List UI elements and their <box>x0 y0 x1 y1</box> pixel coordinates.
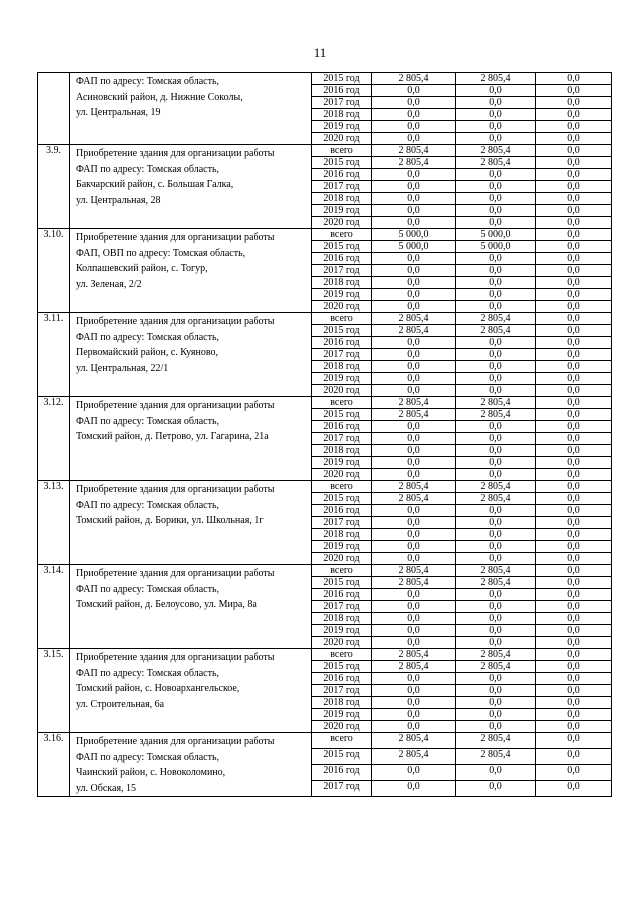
description-line: ул. Зеленая, 2/2 <box>76 278 142 290</box>
period-cell: 2018 год <box>312 277 372 289</box>
table-row <box>38 229 612 241</box>
period-cell: 2019 год <box>312 625 372 637</box>
other-value-cell: 0,0 <box>536 481 612 493</box>
regional-value-cell: 0,0 <box>456 721 536 733</box>
total-value-cell: 0,0 <box>372 625 456 637</box>
item-number: 3.13. <box>38 481 70 565</box>
other-value-cell: 0,0 <box>536 625 612 637</box>
regional-value-cell: 0,0 <box>456 373 536 385</box>
period-cell: всего <box>312 649 372 661</box>
total-value-cell: 0,0 <box>372 109 456 121</box>
item-description <box>70 733 312 797</box>
total-value-cell: 0,0 <box>372 361 456 373</box>
description-line: ФАП, ОВП по адресу: Томская область, <box>76 247 246 259</box>
period-cell: 2015 год <box>312 157 372 169</box>
regional-value-cell: 2 805,4 <box>456 649 536 661</box>
description-line: Приобретение здания для организации работы <box>76 148 275 159</box>
regional-value-cell: 2 805,4 <box>456 157 536 169</box>
total-value-cell: 2 805,4 <box>372 397 456 409</box>
period-cell: 2016 год <box>312 505 372 517</box>
period-cell: 2018 год <box>312 193 372 205</box>
total-value-cell: 5 000,0 <box>372 241 456 253</box>
other-value-cell: 0,0 <box>536 169 612 181</box>
regional-value-cell: 0,0 <box>456 469 536 481</box>
regional-value-cell: 0,0 <box>456 697 536 709</box>
table-row <box>38 649 612 661</box>
period-cell: 2016 год <box>312 765 372 781</box>
period-cell: 2016 год <box>312 421 372 433</box>
item-number <box>38 73 70 145</box>
period-cell: 2019 год <box>312 457 372 469</box>
period-cell: 2015 год <box>312 577 372 589</box>
total-value-cell: 2 805,4 <box>372 73 456 85</box>
period-cell: 2015 год <box>312 73 372 85</box>
total-value-cell: 0,0 <box>372 205 456 217</box>
description-line: Бакчарский район, с. Большая Галка, <box>76 179 234 190</box>
total-value-cell: 0,0 <box>372 505 456 517</box>
regional-value-cell: 0,0 <box>456 589 536 601</box>
regional-value-cell: 0,0 <box>456 217 536 229</box>
total-value-cell: 0,0 <box>372 265 456 277</box>
description-line: Томский район, д. Белоусово, ул. Мира, 8а <box>76 599 257 610</box>
regional-value-cell: 0,0 <box>456 265 536 277</box>
period-cell: 2020 год <box>312 469 372 481</box>
period-cell: 2020 год <box>312 133 372 145</box>
total-value-cell: 0,0 <box>372 589 456 601</box>
other-value-cell: 0,0 <box>536 565 612 577</box>
description-line: Приобретение здания для организации работы <box>76 232 275 243</box>
regional-value-cell: 0,0 <box>456 433 536 445</box>
regional-value-cell: 0,0 <box>456 541 536 553</box>
regional-value-cell: 2 805,4 <box>456 409 536 421</box>
total-value-cell: 0,0 <box>372 217 456 229</box>
regional-value-cell: 0,0 <box>456 289 536 301</box>
regional-value-cell: 0,0 <box>456 169 536 181</box>
description-line: Приобретение здания для организации работы <box>76 736 275 747</box>
period-cell: всего <box>312 313 372 325</box>
total-value-cell: 0,0 <box>372 277 456 289</box>
period-cell: 2018 год <box>312 109 372 121</box>
total-value-cell: 2 805,4 <box>372 577 456 589</box>
other-value-cell: 0,0 <box>536 433 612 445</box>
total-value-cell: 0,0 <box>372 673 456 685</box>
item-description <box>70 73 312 145</box>
regional-value-cell: 0,0 <box>456 709 536 721</box>
period-cell: 2019 год <box>312 121 372 133</box>
regional-value-cell: 0,0 <box>456 553 536 565</box>
total-value-cell: 0,0 <box>372 613 456 625</box>
period-cell: всего <box>312 481 372 493</box>
regional-value-cell: 0,0 <box>456 133 536 145</box>
item-number: 3.11. <box>38 313 70 397</box>
other-value-cell: 0,0 <box>536 649 612 661</box>
other-value-cell: 0,0 <box>536 277 612 289</box>
description-line: ФАП по адресу: Томская область, <box>76 76 220 87</box>
regional-value-cell: 0,0 <box>456 781 536 797</box>
regional-value-cell: 0,0 <box>456 205 536 217</box>
period-cell: 2016 год <box>312 85 372 97</box>
total-value-cell: 0,0 <box>372 637 456 649</box>
regional-value-cell: 2 805,4 <box>456 481 536 493</box>
period-cell: 2019 год <box>312 205 372 217</box>
item-description <box>70 229 312 313</box>
regional-value-cell: 0,0 <box>456 121 536 133</box>
regional-value-cell: 2 805,4 <box>456 397 536 409</box>
regional-value-cell: 5 000,0 <box>456 229 536 241</box>
description-line: Колпашевский район, с. Тогур, <box>76 263 208 274</box>
other-value-cell: 0,0 <box>536 613 612 625</box>
period-cell: 2015 год <box>312 493 372 505</box>
regional-value-cell: 0,0 <box>456 97 536 109</box>
description-line: Приобретение здания для организации работы <box>76 568 275 579</box>
regional-value-cell: 0,0 <box>456 361 536 373</box>
regional-value-cell: 0,0 <box>456 277 536 289</box>
regional-value-cell: 0,0 <box>456 613 536 625</box>
total-value-cell: 0,0 <box>372 253 456 265</box>
table-row <box>38 565 612 577</box>
other-value-cell: 0,0 <box>536 577 612 589</box>
other-value-cell: 0,0 <box>536 109 612 121</box>
other-value-cell: 0,0 <box>536 517 612 529</box>
description-line: ФАП по адресу: Томская область, <box>76 163 220 175</box>
other-value-cell: 0,0 <box>536 493 612 505</box>
regional-value-cell: 0,0 <box>456 637 536 649</box>
table-row <box>38 397 612 409</box>
period-cell: 2017 год <box>312 517 372 529</box>
other-value-cell: 0,0 <box>536 361 612 373</box>
regional-value-cell: 0,0 <box>456 349 536 361</box>
budget-table <box>37 72 612 797</box>
period-cell: всего <box>312 397 372 409</box>
total-value-cell: 0,0 <box>372 181 456 193</box>
description-line: Приобретение здания для организации работы <box>76 484 275 495</box>
total-value-cell: 0,0 <box>372 349 456 361</box>
other-value-cell: 0,0 <box>536 397 612 409</box>
regional-value-cell: 0,0 <box>456 505 536 517</box>
total-value-cell: 0,0 <box>372 301 456 313</box>
regional-value-cell: 0,0 <box>456 457 536 469</box>
other-value-cell: 0,0 <box>536 409 612 421</box>
other-value-cell: 0,0 <box>536 133 612 145</box>
item-description <box>70 145 312 229</box>
regional-value-cell: 2 805,4 <box>456 493 536 505</box>
period-cell: 2018 год <box>312 613 372 625</box>
total-value-cell: 0,0 <box>372 541 456 553</box>
period-cell: 2018 год <box>312 361 372 373</box>
other-value-cell: 0,0 <box>536 217 612 229</box>
other-value-cell: 0,0 <box>536 193 612 205</box>
regional-value-cell: 0,0 <box>456 193 536 205</box>
description-line: ФАП по адресу: Томская область, <box>76 751 220 763</box>
period-cell: 2018 год <box>312 445 372 457</box>
period-cell: 2016 год <box>312 169 372 181</box>
description-line: ул. Центральная, 28 <box>76 194 161 206</box>
total-value-cell: 2 805,4 <box>372 325 456 337</box>
period-cell: 2020 год <box>312 301 372 313</box>
regional-value-cell: 0,0 <box>456 301 536 313</box>
total-value-cell: 2 805,4 <box>372 157 456 169</box>
item-description <box>70 565 312 649</box>
regional-value-cell: 2 805,4 <box>456 313 536 325</box>
period-cell: 2017 год <box>312 601 372 613</box>
total-value-cell: 0,0 <box>372 85 456 97</box>
regional-value-cell: 0,0 <box>456 421 536 433</box>
total-value-cell: 0,0 <box>372 385 456 397</box>
period-cell: 2017 год <box>312 349 372 361</box>
total-value-cell: 0,0 <box>372 529 456 541</box>
regional-value-cell: 5 000,0 <box>456 241 536 253</box>
description-line: Томский район, с. Новоархангельское, <box>76 683 240 694</box>
description-line: ул. Центральная, 19 <box>76 107 161 118</box>
total-value-cell: 2 805,4 <box>372 313 456 325</box>
description-line: ФАП по адресу: Томская область, <box>76 499 220 511</box>
other-value-cell: 0,0 <box>536 85 612 97</box>
regional-value-cell: 0,0 <box>456 765 536 781</box>
description-line: Приобретение здания для организации работы <box>76 316 275 327</box>
description-line: ФАП по адресу: Томская область, <box>76 667 220 679</box>
regional-value-cell: 0,0 <box>456 181 536 193</box>
description-line: ул. Центральная, 22/1 <box>76 362 169 374</box>
description-line: Первомайский район, с. Куяново, <box>76 347 219 358</box>
period-cell: 2015 год <box>312 661 372 673</box>
period-cell: 2017 год <box>312 685 372 697</box>
other-value-cell: 0,0 <box>536 709 612 721</box>
other-value-cell: 0,0 <box>536 205 612 217</box>
item-description <box>70 397 312 481</box>
total-value-cell: 2 805,4 <box>372 733 456 749</box>
other-value-cell: 0,0 <box>536 601 612 613</box>
other-value-cell: 0,0 <box>536 145 612 157</box>
total-value-cell: 0,0 <box>372 421 456 433</box>
description-line: ул. Обская, 15 <box>76 782 137 794</box>
period-cell: 2015 год <box>312 749 372 765</box>
period-cell: 2016 год <box>312 589 372 601</box>
other-value-cell: 0,0 <box>536 733 612 749</box>
period-cell: всего <box>312 145 372 157</box>
total-value-cell: 0,0 <box>372 373 456 385</box>
description-line: Чаинский район, с. Новоколомино, <box>76 767 226 778</box>
regional-value-cell: 0,0 <box>456 445 536 457</box>
period-cell: всего <box>312 229 372 241</box>
other-value-cell: 0,0 <box>536 229 612 241</box>
other-value-cell: 0,0 <box>536 553 612 565</box>
total-value-cell: 0,0 <box>372 721 456 733</box>
total-value-cell: 0,0 <box>372 517 456 529</box>
other-value-cell: 0,0 <box>536 157 612 169</box>
period-cell: 2017 год <box>312 781 372 797</box>
table-row <box>38 73 612 85</box>
table-row <box>38 481 612 493</box>
total-value-cell: 2 805,4 <box>372 493 456 505</box>
regional-value-cell: 2 805,4 <box>456 73 536 85</box>
total-value-cell: 0,0 <box>372 781 456 797</box>
other-value-cell: 0,0 <box>536 241 612 253</box>
total-value-cell: 2 805,4 <box>372 409 456 421</box>
total-value-cell: 0,0 <box>372 685 456 697</box>
regional-value-cell: 0,0 <box>456 385 536 397</box>
total-value-cell: 0,0 <box>372 709 456 721</box>
other-value-cell: 0,0 <box>536 637 612 649</box>
period-cell: 2016 год <box>312 253 372 265</box>
period-cell: 2019 год <box>312 709 372 721</box>
description-line: Томский район, д. Борики, ул. Школьная, 1г <box>76 515 264 526</box>
description-line: ФАП по адресу: Томская область, <box>76 415 220 427</box>
total-value-cell: 0,0 <box>372 133 456 145</box>
total-value-cell: 0,0 <box>372 97 456 109</box>
period-cell: 2020 год <box>312 721 372 733</box>
other-value-cell: 0,0 <box>536 385 612 397</box>
item-description <box>70 481 312 565</box>
other-value-cell: 0,0 <box>536 589 612 601</box>
other-value-cell: 0,0 <box>536 685 612 697</box>
other-value-cell: 0,0 <box>536 505 612 517</box>
period-cell: 2019 год <box>312 373 372 385</box>
item-description <box>70 313 312 397</box>
total-value-cell: 0,0 <box>372 445 456 457</box>
total-value-cell: 0,0 <box>372 697 456 709</box>
item-number: 3.10. <box>38 229 70 313</box>
other-value-cell: 0,0 <box>536 349 612 361</box>
regional-value-cell: 2 805,4 <box>456 749 536 765</box>
period-cell: 2015 год <box>312 241 372 253</box>
total-value-cell: 0,0 <box>372 433 456 445</box>
total-value-cell: 0,0 <box>372 121 456 133</box>
other-value-cell: 0,0 <box>536 469 612 481</box>
total-value-cell: 0,0 <box>372 193 456 205</box>
total-value-cell: 2 805,4 <box>372 661 456 673</box>
total-value-cell: 0,0 <box>372 289 456 301</box>
regional-value-cell: 0,0 <box>456 253 536 265</box>
table-row <box>38 733 612 749</box>
regional-value-cell: 2 805,4 <box>456 577 536 589</box>
regional-value-cell: 0,0 <box>456 685 536 697</box>
period-cell: 2017 год <box>312 433 372 445</box>
item-description <box>70 649 312 733</box>
total-value-cell: 0,0 <box>372 553 456 565</box>
period-cell: 2015 год <box>312 325 372 337</box>
description-line: Приобретение здания для организации работы <box>76 400 275 411</box>
total-value-cell: 0,0 <box>372 765 456 781</box>
regional-value-cell: 2 805,4 <box>456 145 536 157</box>
period-cell: 2017 год <box>312 97 372 109</box>
regional-value-cell: 0,0 <box>456 85 536 97</box>
regional-value-cell: 2 805,4 <box>456 661 536 673</box>
period-cell: 2020 год <box>312 385 372 397</box>
period-cell: 2017 год <box>312 265 372 277</box>
description-line: Томский район, д. Петрово, ул. Гагарина, 21а <box>76 431 269 442</box>
total-value-cell: 2 805,4 <box>372 649 456 661</box>
other-value-cell: 0,0 <box>536 673 612 685</box>
other-value-cell: 0,0 <box>536 253 612 265</box>
period-cell: 2015 год <box>312 409 372 421</box>
other-value-cell: 0,0 <box>536 181 612 193</box>
description-line: ФАП по адресу: Томская область, <box>76 583 220 595</box>
total-value-cell: 2 805,4 <box>372 565 456 577</box>
total-value-cell: 0,0 <box>372 457 456 469</box>
total-value-cell: 0,0 <box>372 469 456 481</box>
total-value-cell: 2 805,4 <box>372 749 456 765</box>
total-value-cell: 0,0 <box>372 601 456 613</box>
item-number: 3.14. <box>38 565 70 649</box>
description-line: Асиновский район, д. Нижние Соколы, <box>76 91 243 103</box>
period-cell: всего <box>312 565 372 577</box>
regional-value-cell: 2 805,4 <box>456 733 536 749</box>
period-cell: 2019 год <box>312 289 372 301</box>
period-cell: 2020 год <box>312 217 372 229</box>
other-value-cell: 0,0 <box>536 661 612 673</box>
period-cell: 2020 год <box>312 637 372 649</box>
period-cell: 2018 год <box>312 529 372 541</box>
regional-value-cell: 2 805,4 <box>456 325 536 337</box>
description-line: Приобретение здания для организации работы <box>76 652 275 663</box>
other-value-cell: 0,0 <box>536 421 612 433</box>
other-value-cell: 0,0 <box>536 721 612 733</box>
item-number: 3.15. <box>38 649 70 733</box>
total-value-cell: 2 805,4 <box>372 145 456 157</box>
regional-value-cell: 0,0 <box>456 337 536 349</box>
regional-value-cell: 2 805,4 <box>456 565 536 577</box>
description-line: ул. Строительная, 6а <box>76 698 165 710</box>
other-value-cell: 0,0 <box>536 749 612 765</box>
other-value-cell: 0,0 <box>536 289 612 301</box>
regional-value-cell: 0,0 <box>456 673 536 685</box>
other-value-cell: 0,0 <box>536 265 612 277</box>
period-cell: 2019 год <box>312 541 372 553</box>
other-value-cell: 0,0 <box>536 781 612 797</box>
regional-value-cell: 0,0 <box>456 517 536 529</box>
other-value-cell: 0,0 <box>536 325 612 337</box>
item-number: 3.9. <box>38 145 70 229</box>
total-value-cell: 0,0 <box>372 337 456 349</box>
item-number: 3.12. <box>38 397 70 481</box>
regional-value-cell: 0,0 <box>456 601 536 613</box>
period-cell: 2017 год <box>312 181 372 193</box>
other-value-cell: 0,0 <box>536 445 612 457</box>
other-value-cell: 0,0 <box>536 529 612 541</box>
other-value-cell: 0,0 <box>536 73 612 85</box>
total-value-cell: 5 000,0 <box>372 229 456 241</box>
period-cell: 2018 год <box>312 697 372 709</box>
table-row <box>38 313 612 325</box>
other-value-cell: 0,0 <box>536 765 612 781</box>
regional-value-cell: 0,0 <box>456 529 536 541</box>
other-value-cell: 0,0 <box>536 541 612 553</box>
other-value-cell: 0,0 <box>536 457 612 469</box>
other-value-cell: 0,0 <box>536 337 612 349</box>
other-value-cell: 0,0 <box>536 697 612 709</box>
period-cell: 2020 год <box>312 553 372 565</box>
total-value-cell: 0,0 <box>372 169 456 181</box>
period-cell: 2016 год <box>312 673 372 685</box>
regional-value-cell: 0,0 <box>456 625 536 637</box>
regional-value-cell: 0,0 <box>456 109 536 121</box>
total-value-cell: 2 805,4 <box>372 481 456 493</box>
page-number: 11 <box>313 45 327 60</box>
item-number: 3.16. <box>38 733 70 797</box>
description-line: ФАП по адресу: Томская область, <box>76 331 220 343</box>
other-value-cell: 0,0 <box>536 301 612 313</box>
other-value-cell: 0,0 <box>536 313 612 325</box>
other-value-cell: 0,0 <box>536 121 612 133</box>
other-value-cell: 0,0 <box>536 373 612 385</box>
period-cell: 2016 год <box>312 337 372 349</box>
table-row <box>38 145 612 157</box>
other-value-cell: 0,0 <box>536 97 612 109</box>
period-cell: всего <box>312 733 372 749</box>
